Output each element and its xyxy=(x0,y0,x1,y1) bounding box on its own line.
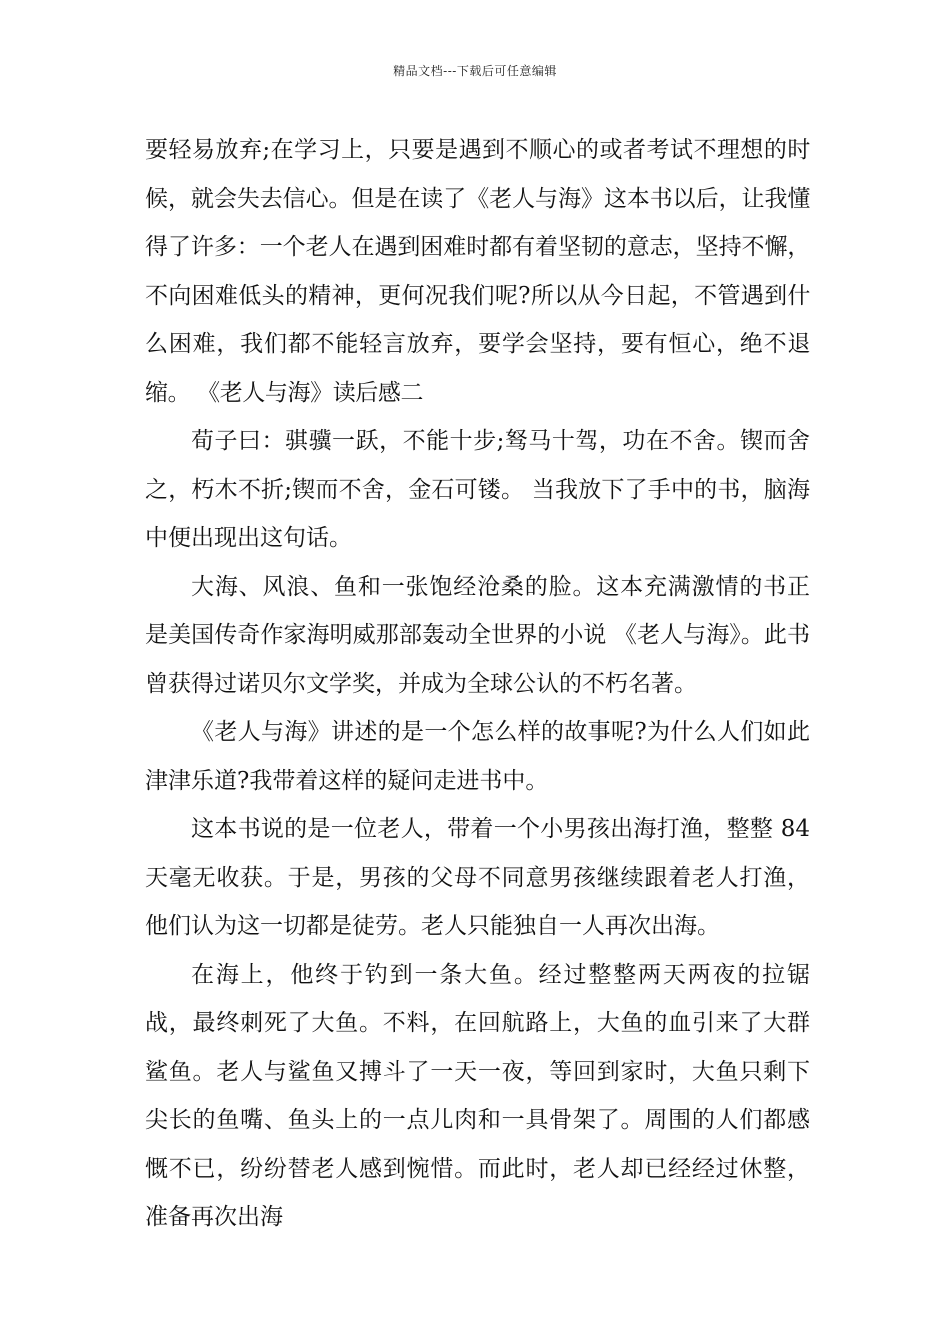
paragraph-1: 要轻易放弃;在学习上，只要是遇到不顺心的或者考试不理想的时候，就会失去信心。但是在读了《老人与海》这本书以后，让我懂得了许多：一个老人在遇到困难时都有着坚韧的意志，坚持不懈，不向困难低头的精神，更何况我们呢?所以从今日起，不管遇到什么困难，我们都不能轻言放弃，要学会坚持，要有恒心，绝不退缩。 《老人与海》读后感二 xyxy=(145,137,810,406)
paragraph-3: 大海、风浪、鱼和一张饱经沧桑的脸。这本充满激情的书正是美国传奇作家海明威那部轰动全世界的小说 《老人与海》。此书曾获得过诺贝尔文学奖，并成为全球公认的不朽名著。 xyxy=(145,573,810,697)
paragraph-6: 在海上，他终于钓到一条大鱼。经过整整两天两夜的拉锯战，最终刺死了大鱼。不料，在回航路上，大鱼的血引来了大群鲨鱼。老人与鲨鱼又搏斗了一天一夜，等回到家时，大鱼只剩下尖长的鱼嘴、鱼头上的一点儿肉和一具骨架了。周围的人们都感慨不已，纷纷替老人感到惋惜。而此时，老人却已经经过休整，准备再次出海 xyxy=(145,961,810,1230)
paragraph-2: 荀子曰：骐骥一跃，不能十步;驽马十驾，功在不舍。锲而舍之，朽木不折;锲而不舍，金石可镂。 当我放下了手中的书，脑海中便出现出这句话。 xyxy=(145,428,810,551)
paragraph-4: 《老人与海》讲述的是一个怎么样的故事呢?为什么人们如此津津乐道?我带着这样的疑问走进书中。 xyxy=(145,719,810,794)
document-body xyxy=(145,126,810,1242)
page-header: 精品文档---下载后可任意编辑 xyxy=(393,64,557,78)
paragraph-5: 这本书说的是一位老人，带着一个小男孩出海打渔，整整 84 天毫无收获。于是，男孩的父母不同意男孩继续跟着老人打渔，他们认为这一切都是徒劳。老人只能独自一人再次出海。 xyxy=(145,816,810,939)
